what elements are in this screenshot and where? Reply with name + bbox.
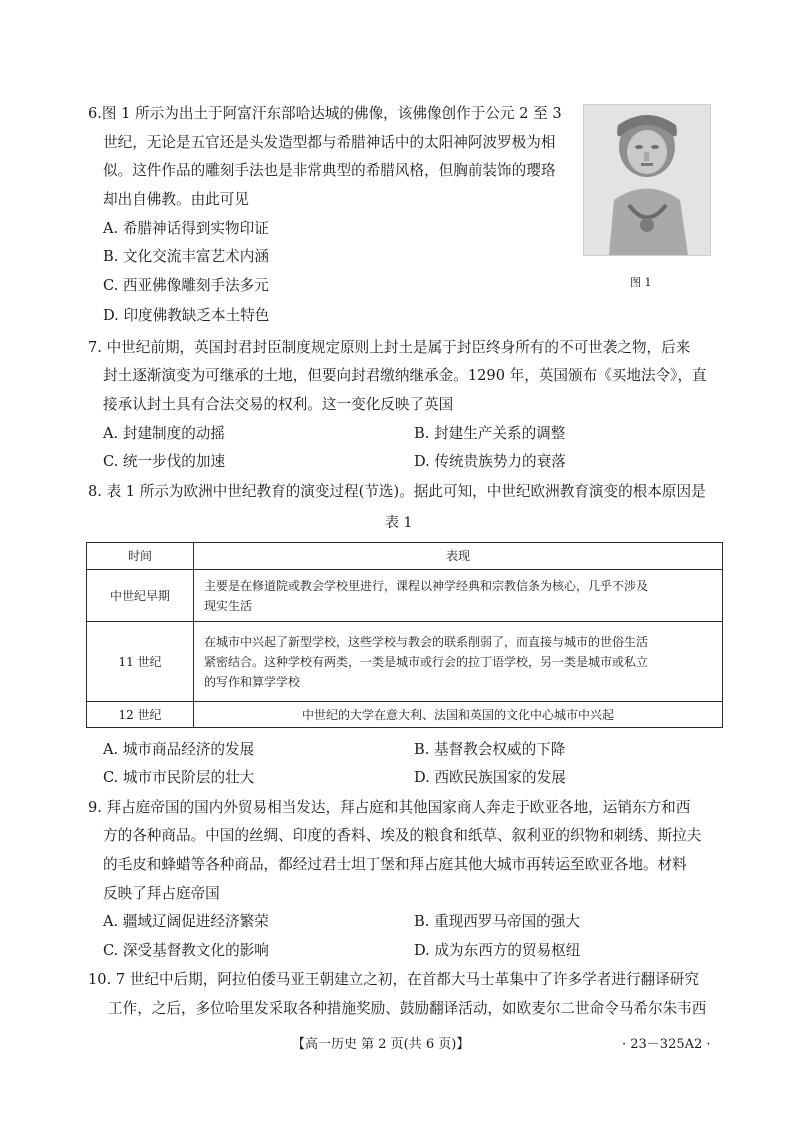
table-header-row [87, 543, 723, 570]
table-cell-line: 现实生活 [204, 598, 253, 613]
q9-option-d: D. 成为东西方的贸易枢纽 [414, 942, 581, 959]
figure-caption: 图 1 [630, 276, 652, 289]
q10-line-2: 工作，之后，多位哈里发采取各种措施奖励、鼓励翻译活动，如欧麦尔二世命令马希尔朱韦西 [108, 1000, 707, 1017]
q6-option-b: B. 文化交流丰富艺术内涵 [103, 248, 269, 265]
table-caption: 表 1 [385, 515, 413, 531]
buddha-statue-illustration [584, 105, 710, 255]
table-cell-content [194, 570, 723, 622]
q9-line-4: 反映了拜占庭帝国 [103, 885, 220, 902]
table-row [87, 570, 723, 622]
table-cell-line: 中世纪的大学在意大利、法国和英国的文化中心城市中兴起 [301, 707, 614, 722]
table-cell-line: 紧密结合。这种学校有两类，一类是城市或行会的拉丁语学校，另一类是城市或私立 [204, 654, 649, 669]
q6-line-1: 6.图 1 所示为出土于阿富汗东部哈达城的佛像，该佛像创作于公元 2 至 3 [88, 105, 562, 122]
table-row [87, 702, 723, 728]
q7-option-d: D. 传统贵族势力的衰落 [414, 453, 566, 470]
q10-line-1: 10. 7 世纪中后期，阿拉伯倭马亚王朝建立之初，在首都大马士革集中了许多学者进行翻译研究 [88, 971, 699, 988]
q6-line-4: 却出自佛教。由此可见 [103, 191, 249, 208]
q7-line-1: 7. 中世纪前期，英国封君封臣制度规定原则上封土是属于封臣终身所有的不可世袭之物，后来 [88, 339, 691, 356]
q7-line-3: 接承认封土具有合法交易的权利。这一变化反映了英国 [103, 396, 454, 413]
q8-option-c: C. 城市市民阶层的壮大 [103, 769, 255, 786]
table-cell-time: 12 世纪 [87, 702, 194, 728]
table-cell-line: 在城市中兴起了新型学校，这些学校与教会的联系削弱了，而直接与城市的世俗生活 [204, 634, 649, 649]
footer-page-info: 【高一历史 第 2 页(共 6 页)】 [292, 1037, 470, 1052]
q6-option-a: A. 希腊神话得到实物印证 [103, 220, 269, 237]
q9-option-c: C. 深受基督教文化的影响 [103, 942, 269, 959]
q8-option-a: A. 城市商品经济的发展 [103, 741, 255, 758]
q9-line-1: 9. 拜占庭帝国的国内外贸易相当发达，拜占庭和其他国家商人奔走于欧亚各地，运销东方和西 [88, 799, 691, 816]
q6-option-c: C. 西亚佛像雕刻手法多元 [103, 277, 269, 294]
table-cell-line: 的写作和算学学校 [204, 674, 301, 689]
table-row [87, 622, 723, 702]
q6-line-2: 世纪，无论是五官还是头发造型都与希腊神话中的太阳神阿波罗极为相 [103, 134, 556, 151]
table-cell-line: 主要是在修道院或教会学校里进行，课程以神学经典和宗教信条为核心，几乎不涉及 [204, 578, 649, 593]
q9-option-a: A. 疆域辽阔促进经济繁荣 [103, 913, 269, 930]
table-header-time: 时间 [87, 543, 194, 570]
buddha-statue-photo [583, 104, 711, 256]
footer-code: · 23－325A2 · [622, 1037, 711, 1052]
table-cell-content [194, 622, 723, 702]
q9-line-2: 方的各种商品。中国的丝绸、印度的香料、埃及的粮食和纸草、叙利亚的织物和刺绣、斯拉夫 [103, 827, 702, 844]
table-cell-time: 11 世纪 [87, 622, 194, 702]
q8-option-b: B. 基督教会权威的下降 [414, 741, 566, 758]
education-table [86, 542, 723, 728]
q6-option-d: D. 印度佛教缺乏本土特色 [103, 307, 270, 324]
table-cell-content [194, 702, 723, 728]
q9-line-3: 的毛皮和蜂蜡等各种商品，都经过君士坦丁堡和拜占庭其他大城市再转运至欧亚各地。材料 [103, 856, 687, 873]
table-header-content: 表现 [194, 543, 723, 570]
q8-line-1: 8. 表 1 所示为欧洲中世纪教育的演变过程(节选)。据此可知，中世纪欧洲教育演变的根本原因是 [88, 483, 706, 500]
q9-option-b: B. 重现西罗马帝国的强大 [414, 913, 580, 930]
q7-option-a: A. 封建制度的动摇 [103, 425, 225, 442]
table-cell-time: 中世纪早期 [87, 570, 194, 622]
q7-line-2: 封土逐渐演变为可继承的土地，但要向封君缴纳继承金。1290 年，英国颁布《买地法令》，直 [103, 367, 707, 384]
q8-option-d: D. 西欧民族国家的发展 [414, 769, 566, 786]
q7-option-c: C. 统一步伐的加速 [103, 453, 226, 470]
q6-line-3: 似。这件作品的雕刻手法也是非常典型的希腊风格，但胸前装饰的璎珞 [103, 162, 556, 179]
q7-option-b: B. 封建生产关系的调整 [414, 425, 566, 442]
